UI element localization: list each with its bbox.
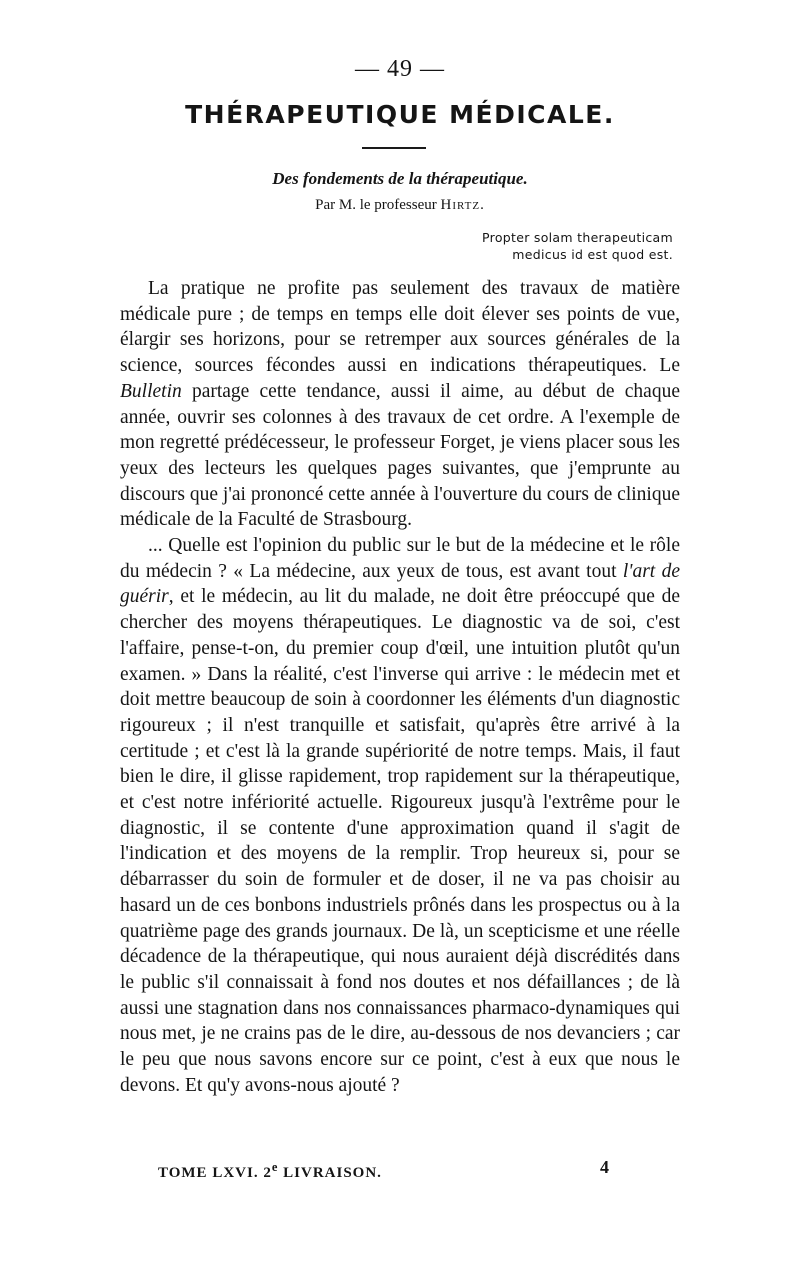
body-text: [120, 276, 680, 1099]
footer-volume: [158, 1160, 382, 1182]
paragraph: [120, 533, 680, 1098]
text-run-italic: Bulletin: [120, 380, 182, 402]
byline-author: Hirtz.: [440, 197, 485, 213]
text-run: partage cette tendance, aussi il aime, au début de chaque année, ouvrir ses colonnes à des travaux de cet ordre. A l'exemple de mon regretté prédécesseur, le professeur Forget, je viens placer sous les yeux des lecteurs les quelques pages suivantes, que j'emprunte au discours que j'ai prononcé cette année à l'ouverture du cours de clinique médicale de la Faculté de Strasbourg.: [120, 380, 680, 531]
page-number: — 49 —: [355, 56, 445, 82]
footer-issue-sup: e: [271, 1160, 279, 1174]
footer-volume-label: TOME LXVI.: [158, 1165, 259, 1181]
epigraph: [443, 229, 673, 263]
section-title: THÉRAPEUTIQUE MÉDICALE.: [185, 100, 615, 129]
footer-issue: [263, 1160, 382, 1181]
text-run: La pratique ne profite pas seulement des travaux de matière médicale pure ; de temps en temps elle doit élever ses points de vue, élargir ses horizons, pour se retremper aux sources générales de la science, sources fécondes aussi en indications thérapeutiques. Le: [120, 278, 680, 377]
signature-mark: 4: [600, 1157, 609, 1177]
epigraph-line: Propter solam therapeuticam: [482, 230, 673, 245]
footer-issue-number: 2: [263, 1165, 272, 1181]
text-run: ... Quelle est l'opinion du public sur le but de la médecine et le rôle du médecin ? « La médecine, aux yeux de tous, est avant tout: [120, 535, 680, 582]
byline-prefix: Par M. le professeur: [315, 197, 437, 213]
text-run: , et le médecin, au lit du malade, ne doit être préoccupé que de chercher des moyens thérapeutiques. Le diagnostic va de soi, c'est l'affaire, pense-t-on, du premier coup d'œil, une intuition plutôt qu'un examen. » Dans la réalité, c'est l'inverse qui arrive : le médecin met et doit mettre beaucoup de soin à coordonner les éléments d'un diagnostic rigoureux ; il n'est tranquille et satisfait, qu'après être arrivé à la certitude ; et c'est là la grande supériorité de notre temps. Mais, il faut bien le dire, il glisse rapidement, trop rapidement sur la thérapeutique, et c'est notre infériorité actuelle. Rigoureux jusqu'à l'extrême pour le diagnostic, il se contente d'une approximation quand il s'agit de l'indication et des moyens de la remplir. Trop heureux si, pour se débarrasser du soin de formuler et de doser, il ne va pas choisir au hasard un de ces bonbons industriels prônés dans les prospectus ou à la quatrième page des grands journaux. De là, un scepticisme et une réelle décadence de la thérapeutique, qui nous auraient déjà discrédités dans le public s'il connaissait à fond nos doutes et nos défaillances ; de là aussi une stagnation dans nos connaissances pharmaco-dynamiques qui nous met, je ne crains pas de le dire, au-dessous de nos devanciers ; car le peu que nous savons encore sur ce point, c'est à eux que nous le devons. Et qu'y avons-nous ajouté ?: [120, 586, 680, 1096]
title-divider: [362, 147, 426, 149]
article-title: Des fondements de la thérapeutique.: [272, 169, 528, 188]
text-run-italic: l'art de guérir: [120, 560, 680, 608]
epigraph-line: medicus id est quod est.: [512, 247, 673, 262]
paragraph: [120, 276, 680, 533]
footer-issue-label: LIVRAISON.: [283, 1165, 382, 1181]
byline: [0, 197, 800, 214]
